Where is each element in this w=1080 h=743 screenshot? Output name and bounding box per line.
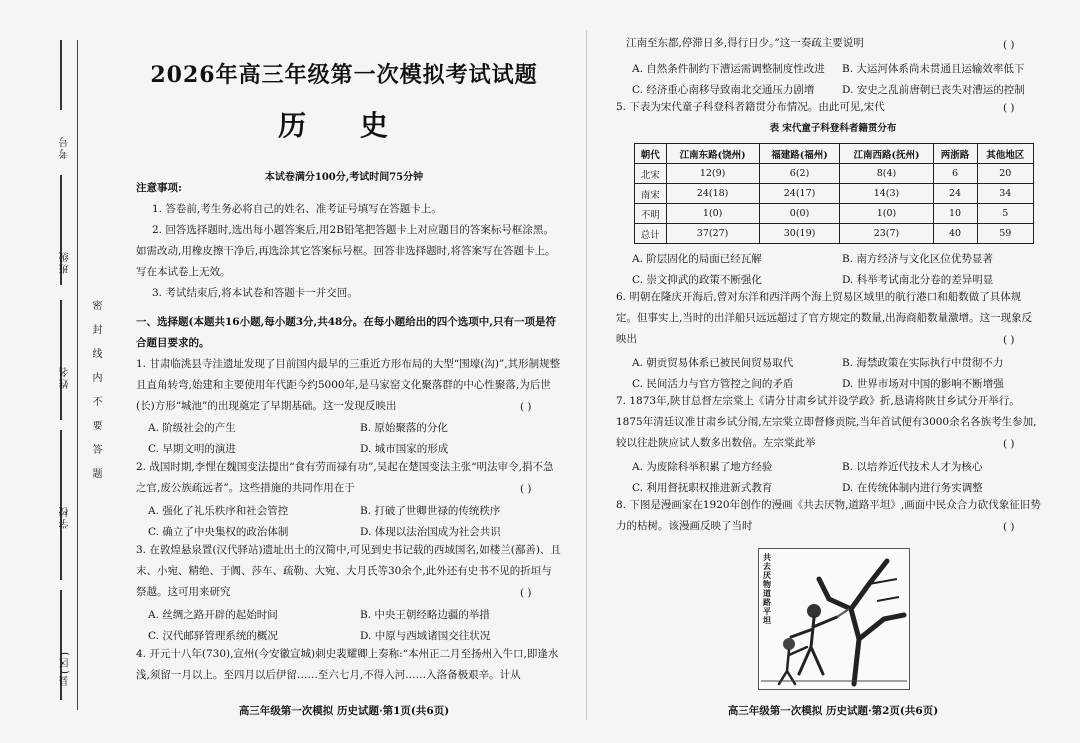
q7-option-b[interactable]: B. 以培养近代技术人才为核心: [842, 461, 983, 473]
cartoon-image: [758, 548, 910, 690]
q7-option-a[interactable]: A. 为废除科举积累了地方经验: [632, 461, 773, 473]
question-2-answer-blank[interactable]: ( ): [520, 483, 532, 495]
page-2-footer: 高三年级第一次模拟 历史试题·第2页(共6页): [727, 705, 939, 717]
question-8-stem: 8. 下图是漫画家在1920年创作的漫画《共去厌物,道路平坦》,画面中民众合力砍伐象征旧势力的枯树。该漫画反映了当时: [616, 499, 1041, 532]
q7-option-c[interactable]: C. 利用督抚职权推进新式教育: [632, 482, 773, 494]
page-divider: [586, 30, 587, 720]
label-class: 班级: [60, 250, 71, 274]
cartoon-drawing: [759, 549, 909, 689]
page-2: [608, 0, 1058, 743]
table-row: [635, 224, 1034, 244]
table-cell: 0(0): [759, 204, 840, 224]
q6-option-d[interactable]: D. 世界市场对中国的影响不断增强: [842, 378, 1004, 390]
binding-strip: [0, 0, 110, 743]
subject-title: 历 史: [278, 109, 410, 142]
q6-option-c[interactable]: C. 民间活力与官方管控之间的矛盾: [632, 378, 794, 390]
question-4-stem: 4. 开元十八年(730),宣州(今安徽宣城)刺史裴耀卿上奏称:“本州正二月至扬州入牛口,即逢水浅,须留一月以上。至四月以后伊留……至六七月,不得入河……入洛备极艰辛。计从: [136, 648, 559, 681]
table-cell: 10: [933, 204, 977, 224]
table-cell: 34: [977, 184, 1033, 204]
table-cell: 59: [977, 224, 1033, 244]
question-4-answer-blank[interactable]: ( ): [1003, 39, 1015, 51]
q1-option-d[interactable]: D. 城市国家的形成: [360, 443, 449, 455]
label-county: 县(区): [60, 650, 71, 686]
q7-option-d[interactable]: D. 在传统体制内进行务实调整: [842, 482, 983, 494]
field-line-exam-no: [60, 40, 62, 110]
table-cell: 37(27): [666, 224, 759, 244]
q5-option-d[interactable]: D. 科举考试南北分卷的差异明显: [842, 274, 994, 286]
question-6-stem: 6. 明朝在隆庆开海后,曾对东洋和西洋两个海上贸易区域里的航行港口和船数做了具体规定。但事实上,当时的出洋船只远远超过了官方规定的数量,出海商船数量激增。这一现象反映出: [616, 291, 1033, 345]
table-cell: 12(9): [666, 164, 759, 184]
table-cell: 8(4): [840, 164, 933, 184]
question-6-answer-blank[interactable]: ( ): [1003, 334, 1015, 346]
label-exam-no: 考号: [60, 135, 71, 159]
distribution-table: [634, 143, 1034, 244]
section-heading: 一、选择题(本题共16小题,每小题3分,共48分。在每小题给出的四个选项中,只有一项是符合题目要求的。: [136, 316, 556, 349]
question-5-stem: 5. 下表为宋代童子科登科者籍贯分布情况。由此可见,宋代: [616, 101, 885, 113]
table-cell: 1(0): [666, 204, 759, 224]
question-8-answer-blank[interactable]: ( ): [1003, 521, 1015, 533]
q4-option-c[interactable]: C. 经济重心南移导致南北交通压力剧增: [632, 84, 815, 96]
label-name: 姓名: [60, 365, 71, 389]
table-cell: 南宋: [635, 184, 667, 204]
table-caption: 表 宋代童子科登科者籍贯分布: [769, 123, 897, 134]
q5-option-b[interactable]: B. 南方经济与文化区位优势显著: [842, 253, 993, 265]
question-5-answer-blank[interactable]: ( ): [1003, 102, 1015, 114]
q3-option-a[interactable]: A. 丝绸之路开辟的起始时间: [148, 609, 278, 621]
q2-option-d[interactable]: D. 体现以法治国成为社会共识: [360, 526, 501, 538]
table-header-cell: 江南西路(抚州): [840, 144, 933, 164]
q4-option-b[interactable]: B. 大运河体系尚未贯通且运输效率低下: [842, 63, 1025, 75]
table-cell: 24: [933, 184, 977, 204]
table-cell: 6: [933, 164, 977, 184]
question-4-continued: 江南至东都,停滞日多,得行日少。”这一奏疏主要说明: [626, 37, 864, 49]
table-cell: 6(2): [759, 164, 840, 184]
exam-meta: 本试卷满分100分,考试时间75分钟: [264, 172, 424, 183]
q2-option-a[interactable]: A. 强化了礼乐秩序和社会管控: [148, 505, 289, 517]
table-cell: 24(18): [666, 184, 759, 204]
table-row: [635, 184, 1034, 204]
notice-2: 2. 回答选择题时,选出每小题答案后,用2B铅笔把答题卡上对应题目的答案标号框涂黑。如需改动,用橡皮擦干净后,再选涂其它答案标号框。回答非选择题时,将答案写在答题卡上。写在本试卷上无效。: [136, 224, 556, 278]
table-cell: 40: [933, 224, 977, 244]
question-7-answer-blank[interactable]: ( ): [1003, 438, 1015, 450]
field-line-name: [60, 300, 62, 420]
seal-warning: 密封线内不要答题: [90, 300, 101, 492]
page-1-footer: 高三年级第一次模拟 历史试题·第1页(共6页): [238, 705, 450, 717]
page-1: [118, 0, 570, 743]
table-header-cell: 江南东路(饶州): [666, 144, 759, 164]
notice-1: 1. 答卷前,考生务必将自己的姓名、准考证号填写在答题卡上。: [152, 203, 442, 215]
q1-option-c[interactable]: C. 早期文明的演进: [148, 443, 236, 455]
q6-option-a[interactable]: A. 朝贡贸易体系已被民间贸易取代: [632, 357, 794, 369]
table-header-cell: 朝代: [635, 144, 667, 164]
table-header-cell: 两浙路: [933, 144, 977, 164]
q1-option-a[interactable]: A. 阶级社会的产生: [148, 422, 236, 434]
table-header-row: [635, 144, 1034, 164]
q4-option-a[interactable]: A. 自然条件制约下漕运需调整制度性改进: [632, 63, 825, 75]
notice-3: 3. 考试结束后,将本试卷和答题卡一并交回。: [152, 287, 358, 299]
table-cell: 20: [977, 164, 1033, 184]
q2-option-b[interactable]: B. 打破了世卿世禄的传统秩序: [360, 505, 501, 517]
table-cell: 总计: [635, 224, 667, 244]
table-cell: 30(19): [759, 224, 840, 244]
q5-option-c[interactable]: C. 崇文抑武的政策不断强化: [632, 274, 762, 286]
table-cell: 14(3): [840, 184, 933, 204]
table-header-cell: 其他地区: [977, 144, 1033, 164]
q3-option-d[interactable]: D. 中原与西域诸国交往状况: [360, 630, 491, 642]
q1-option-b[interactable]: B. 原始聚落的分化: [360, 422, 448, 434]
exam-title: 2026年高三年级第一次模拟考试试题: [150, 62, 538, 88]
table-row: [635, 164, 1034, 184]
binding-line: [77, 40, 78, 710]
label-school: 学校: [60, 505, 71, 529]
table-header-cell: 福建路(福州): [759, 144, 840, 164]
table-cell: 5: [977, 204, 1033, 224]
notice-heading: 注意事项:: [136, 182, 182, 194]
table-cell: 23(7): [840, 224, 933, 244]
question-3-answer-blank[interactable]: ( ): [520, 587, 532, 599]
table-cell: 24(17): [759, 184, 840, 204]
q3-option-b[interactable]: B. 中央王朝经略边疆的举措: [360, 609, 490, 621]
table-row: [635, 204, 1034, 224]
question-2-stem: 2. 战国时期,李悝在魏国变法提出“食有劳而禄有功”,吴起在楚国变法主张“明法审令,捐不急之官,废公族疏远者”。这些措施的共同作用在于: [136, 461, 554, 494]
table-cell: 1(0): [840, 204, 933, 224]
question-3-stem: 3. 在敦煌悬泉置(汉代驿站)遗址出土的汉简中,可见到史书记载的西域国名,如楼兰(鄯善)、且末、小宛、精绝、于阗、莎车、疏勒、大宛、大月氏等30余个,此外还有史书不见的折垣与祭越。这可用来研究: [136, 544, 561, 598]
question-1-answer-blank[interactable]: ( ): [520, 401, 532, 413]
question-7-stem: 7. 1873年,陕甘总督左宗棠上《请分甘肃乡试并设学政》折,恳请将陕甘乡试分开举行。1875年清廷议准甘肃乡试分闱,左宗棠立即督修贡院,当年首试便有3000余名各族考生参加,较以往赴陕应试人数多出数倍。左宗棠此举: [616, 395, 1037, 449]
q6-option-b[interactable]: B. 海禁政策在实际执行中贯彻不力: [842, 357, 1004, 369]
table-cell: 北宋: [635, 164, 667, 184]
q2-option-c[interactable]: C. 确立了中央集权的政治体制: [148, 526, 289, 538]
table-cell: 不明: [635, 204, 667, 224]
cartoon-caption: 共去厌物道路平坦: [763, 552, 771, 625]
q3-option-c[interactable]: C. 汉代邮驿管理系统的概况: [148, 630, 278, 642]
q4-option-d[interactable]: D. 安史之乱前唐朝已丧失对漕运的控制: [842, 84, 1025, 96]
question-1-stem: 1. 甘肃临洮县寺洼遗址发现了目前国内最早的三重近方形布局的大型“围壕(沟)”,其形制规整且直角转弯,始建和主要使用年代距今约5000年,是马家窑文化聚落群的中心性聚落,为后世(长)方形“城池”的出现奠定了早期基础。这一发现反映出: [136, 358, 561, 412]
q5-option-a[interactable]: A. 阶层固化的局面已经瓦解: [632, 253, 762, 265]
